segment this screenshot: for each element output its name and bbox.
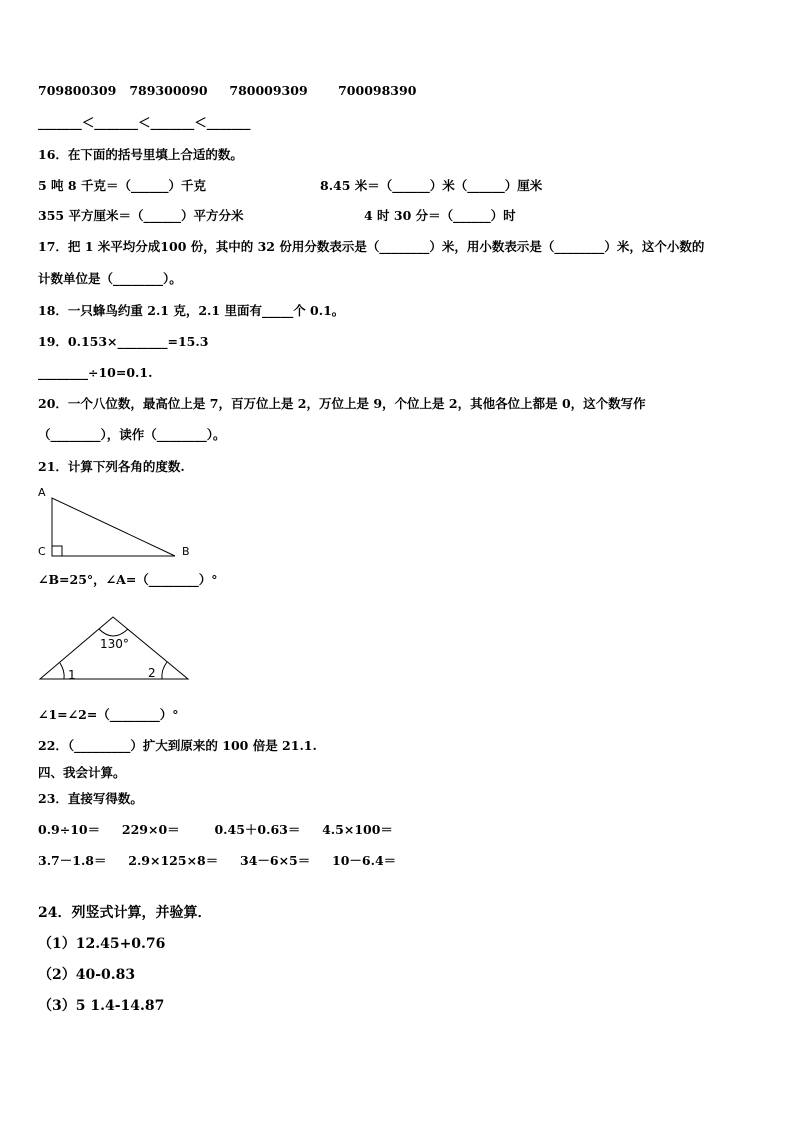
q18-text: 18．一只蜂鸟约重 2.1 克，2.1 里面有_____个 0.1。 xyxy=(38,303,345,318)
q16-item-d: 4 时 30 分＝（______）时 xyxy=(364,208,516,223)
apex-angle-arc xyxy=(99,629,128,636)
q16-item-a: 5 吨 8 千克＝（______）千克 xyxy=(38,178,206,193)
angle-2-label: 2 xyxy=(148,666,156,680)
q20-line1: 20．一个八位数，最高位上是 7，百万位上是 2，万位上是 9，个位上是 2，其他各位上都是 0，这个数写作 xyxy=(38,396,646,411)
vertex-label-c: C xyxy=(38,545,46,558)
q21-answer2: ∠1=∠2=（________）° xyxy=(38,707,179,722)
vertex-label-a: A xyxy=(38,486,46,499)
q17-line2: 计数单位是（________）。 xyxy=(38,271,182,286)
right-triangle-figure xyxy=(30,480,200,560)
right-triangle xyxy=(52,498,175,556)
q19-line2: ________÷10=0.1. xyxy=(38,365,153,380)
angle-1-arc xyxy=(60,663,64,679)
q16-title: 16．在下面的括号里填上合适的数。 xyxy=(38,147,243,162)
apex-angle-label: 130° xyxy=(100,637,129,651)
isosceles-triangle-figure xyxy=(35,610,195,685)
q16-item-c: 355 平方厘米＝（______）平方分米 xyxy=(38,208,244,223)
q24-item-2: （2）40-0.83 xyxy=(38,967,136,983)
q21-title: 21．计算下列各角的度数. xyxy=(38,459,185,474)
q23-row1: 0.9÷10＝ 229×0＝ 0.45＋0.63＝ 4.5×100＝ xyxy=(38,822,393,837)
angle-2-arc xyxy=(162,662,167,679)
vertex-label-b: B xyxy=(182,545,190,558)
q24-item-3: （3）5 1.4-14.87 xyxy=(38,998,165,1014)
angle-1-label: 1 xyxy=(68,668,76,682)
q15-order-blanks: _______＜_______＜_______＜_______ xyxy=(38,115,251,130)
q20-line2: （________），读作（________）。 xyxy=(38,427,226,442)
q15-numbers: 709800309 789300090 780009309 700098390 xyxy=(38,83,417,98)
q22-text: 22．（_________）扩大到原来的 100 倍是 21.1. xyxy=(38,738,317,753)
q24-item-1: （1）12.45+0.76 xyxy=(38,936,166,952)
q23-title: 23．直接写得数。 xyxy=(38,791,143,806)
q24-title: 24．列竖式计算，并验算． xyxy=(38,905,212,921)
q17-line1: 17．把 1 米平均分成100 份，其中的 32 份用分数表示是（________）米，用小数表示是（________）米，这个小数的 xyxy=(38,239,705,254)
right-angle-mark xyxy=(52,546,62,556)
q23-row2: 3.7－1.8＝ 2.9×125×8＝ 34－6×5＝ 10－6.4＝ xyxy=(38,853,397,868)
q16-item-b: 8.45 米＝（______）米（______）厘米 xyxy=(320,178,543,193)
q19-line1: 19．0.153×________=15.3 xyxy=(38,334,209,349)
section4-title: 四、我会计算。 xyxy=(38,765,126,780)
q21-answer1: ∠B=25°，∠A=（________）° xyxy=(38,572,218,587)
